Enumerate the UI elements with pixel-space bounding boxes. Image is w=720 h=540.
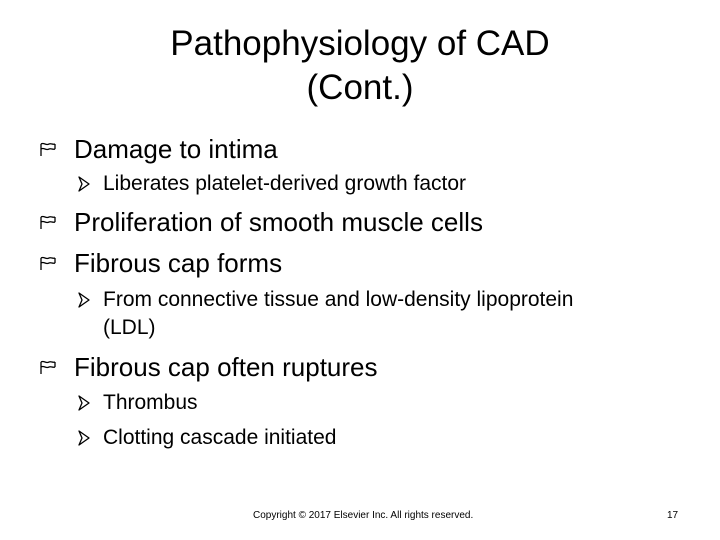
subbullet-text-line-1: From connective tissue and low-density lipoprotein [103,288,574,311]
wavy-flag-bullet-icon [38,213,58,233]
subbullet-clotting-cascade [0,424,720,452]
subbullet-connective-tissue-ldl [0,286,720,342]
bullet-text: Damage to intima [74,134,278,164]
subbullet-thrombus [0,389,720,417]
slide-title-line-1: Pathophysiology of CAD [170,24,550,63]
page-number: 17 [667,510,679,521]
wavy-flag-bullet-icon [38,140,58,160]
arrowhead-bullet-icon [78,395,90,411]
subbullet-text: Thrombus [103,391,198,414]
arrowhead-bullet-icon [78,176,90,192]
copyright-notice: Copyright © 2017 Elsevier Inc. All rights reserved. [253,510,474,521]
slide-title-line-2: (Cont.) [306,68,414,107]
bullet-proliferation [0,207,720,237]
bullet-text: Fibrous cap often ruptures [74,352,378,382]
arrowhead-bullet-icon [78,292,90,308]
arrowhead-bullet-icon [78,430,90,446]
wavy-flag-bullet-icon [38,358,58,378]
bullet-text: Fibrous cap forms [74,248,283,278]
bullet-fibrous-cap-ruptures [0,352,720,382]
wavy-flag-bullet-icon [38,254,58,274]
subbullet-text: Clotting cascade initiated [103,426,337,449]
subbullet-text: Liberates platelet-derived growth factor [103,172,467,195]
bullet-fibrous-cap-forms [0,248,720,278]
subbullet-text-line-2: (LDL) [103,316,156,339]
slide-title [0,22,720,110]
bullet-damage-to-intima [0,134,720,164]
subbullet-liberates-growth-factor [0,170,720,198]
bullet-text: Proliferation of smooth muscle cells [74,207,483,237]
